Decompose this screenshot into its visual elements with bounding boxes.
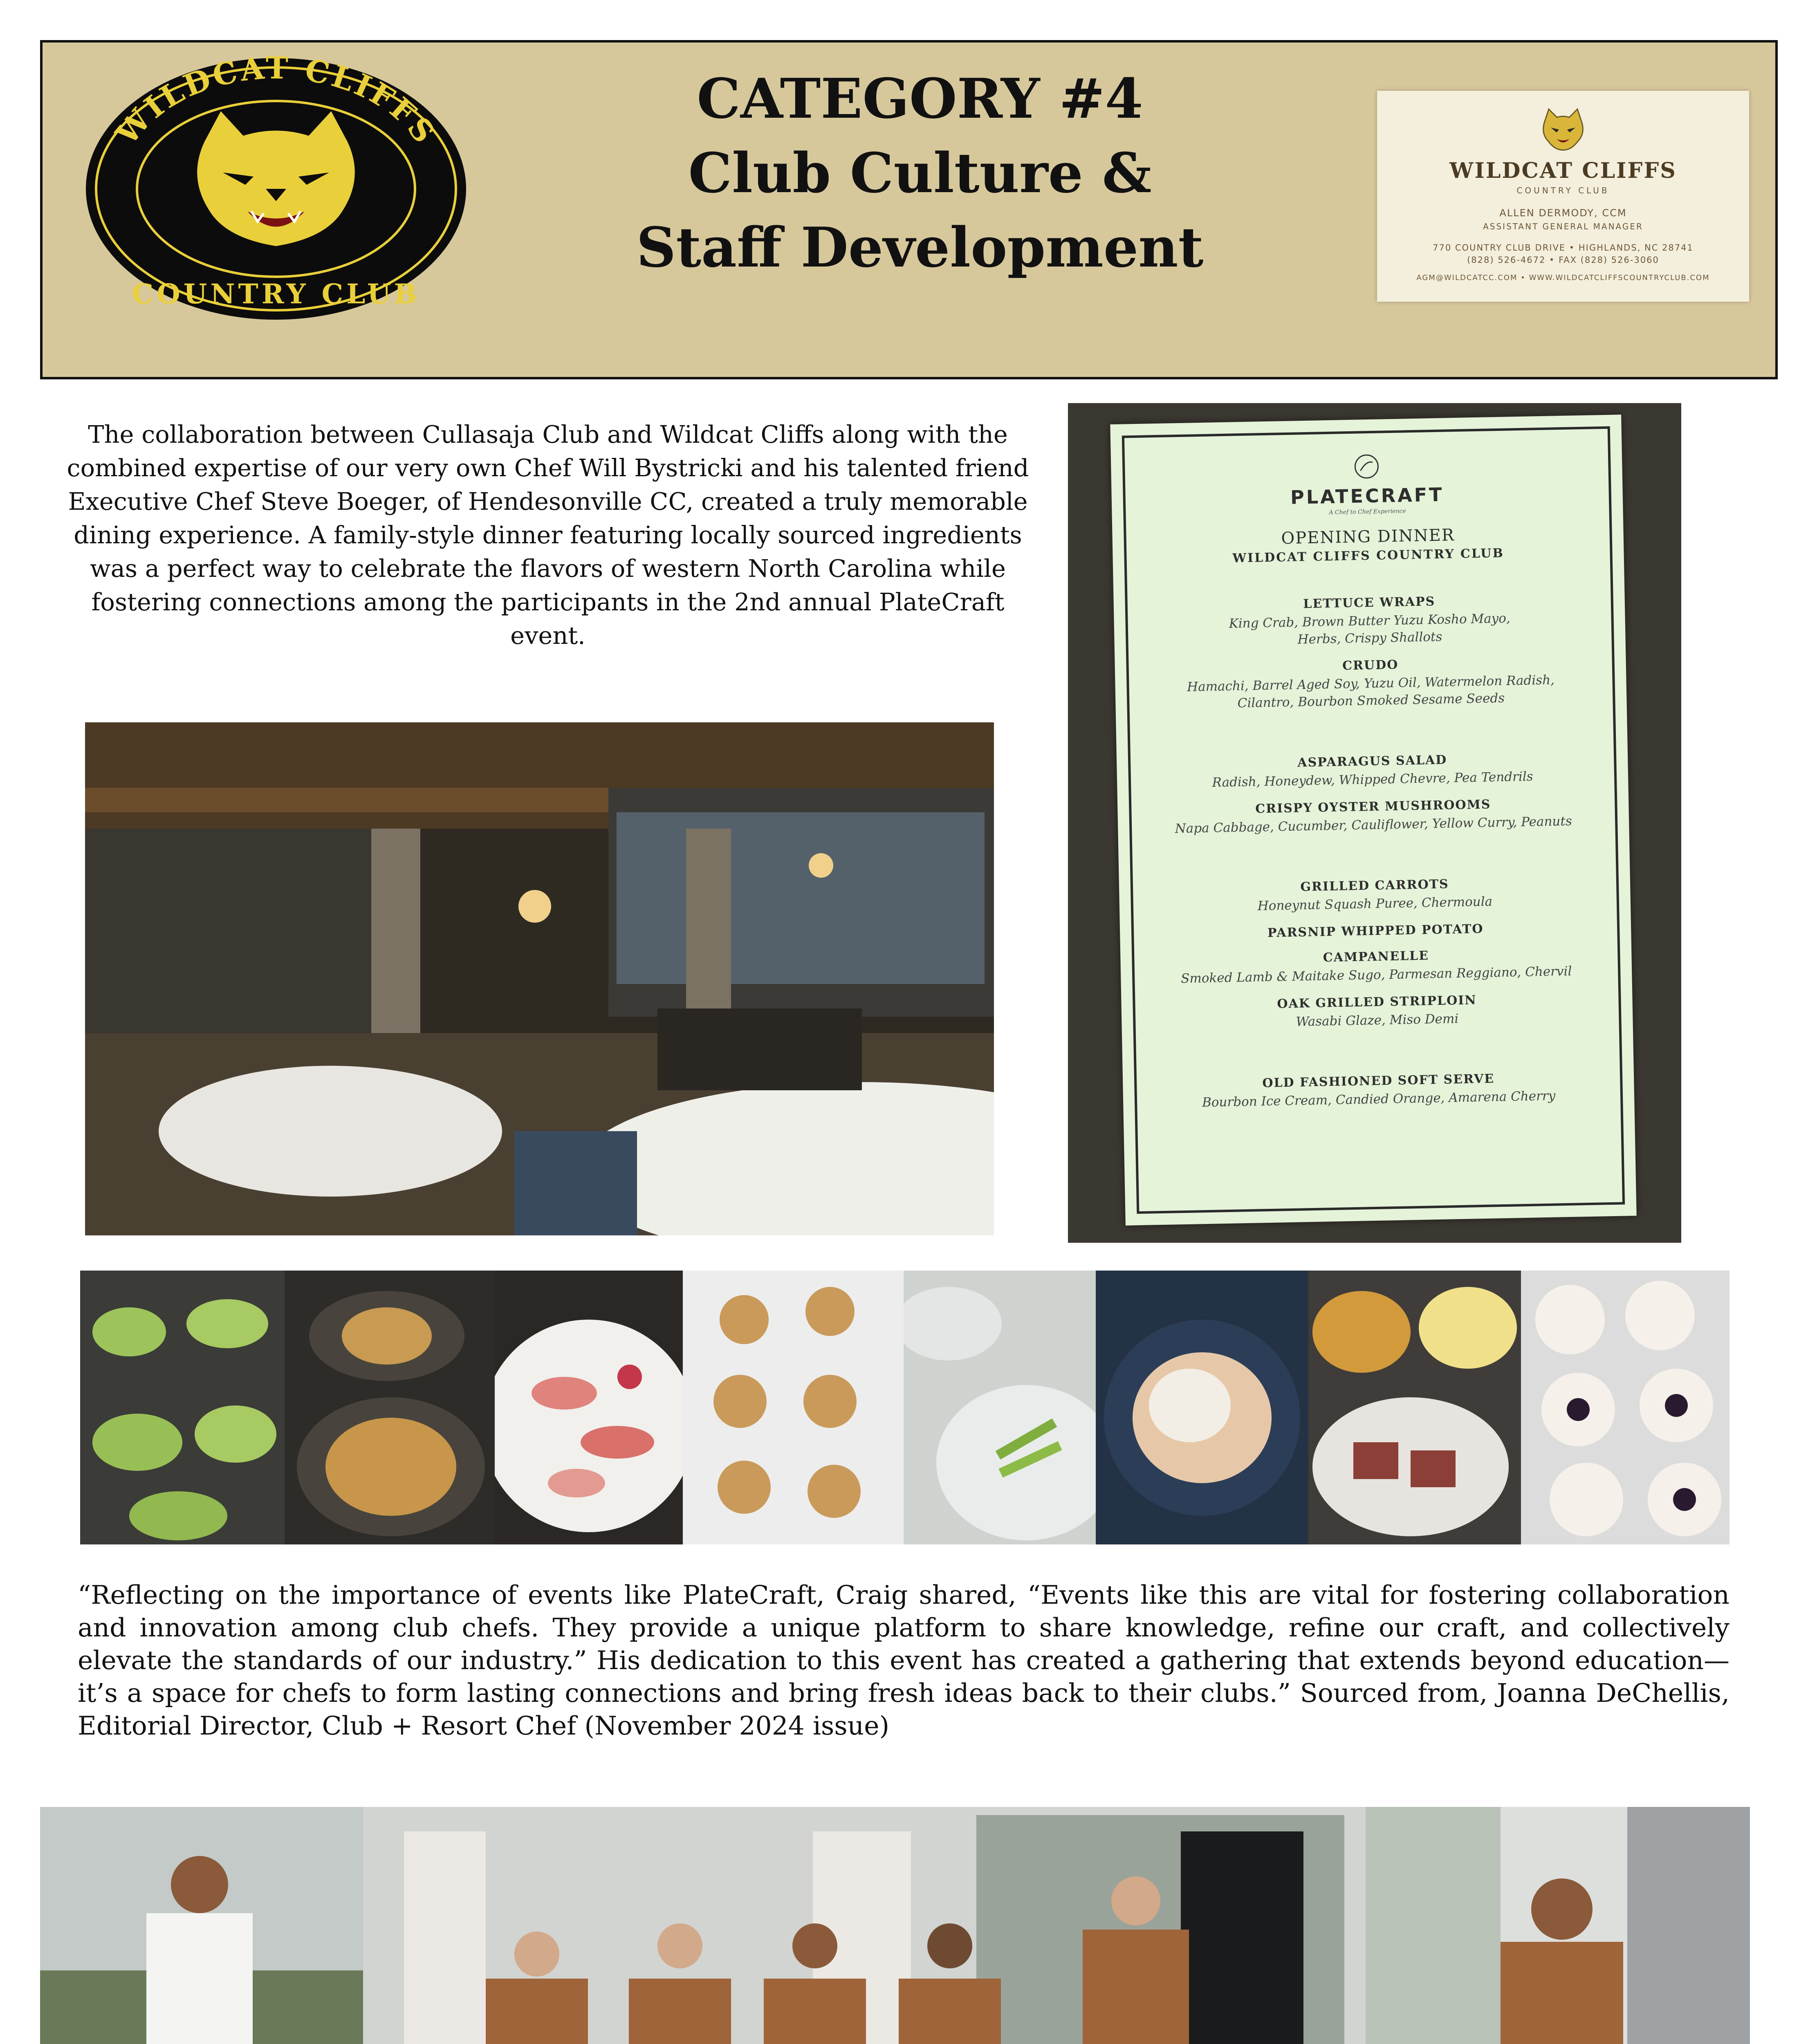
chef-speaker-photo-right: [1366, 1807, 1750, 2044]
menu-photo: [1068, 403, 1681, 1243]
course-name: CRUDO: [1342, 657, 1399, 673]
card-person-name: ALLEN DERMODY, CCM: [1499, 207, 1627, 219]
card-address: 770 COUNTRY CLUB DRIVE • HIGHLANDS, NC 28741: [1433, 243, 1694, 253]
menu-club-name: WILDCAT CLIFFS COUNTRY CLUB: [1232, 546, 1505, 566]
course-name: GRILLED CARROTS: [1300, 877, 1449, 894]
course-description: Radish, Honeydew, Whipped Chevre, Pea Tendrils: [1212, 769, 1533, 790]
food-photo-asparagus-salad: [904, 1271, 1096, 1544]
business-card: [1377, 91, 1749, 302]
food-photo-lettuce-wraps: [80, 1271, 285, 1544]
menu-course: [1138, 795, 1608, 838]
logo-bottom-text: COUNTRY CLUB: [132, 278, 420, 310]
food-photo-crispy-mushrooms: [285, 1271, 495, 1544]
logo-top-text: WILDCAT CLIFFS: [109, 54, 443, 152]
menu-card: [1110, 415, 1636, 1226]
chef-panel-photo: [363, 1807, 1366, 2044]
food-photo-soft-serve: [1521, 1271, 1729, 1544]
platecraft-icon: [1352, 452, 1381, 481]
course-name: CRISPY OYSTER MUSHROOMS: [1255, 797, 1491, 816]
course-name: CAMPANELLE: [1323, 948, 1429, 965]
card-web: AGM@WILDCATCC.COM • WWW.WILDCATCLIFFSCOUNTRYCLUB.COM: [1416, 273, 1710, 282]
card-role: ASSISTANT GENERAL MANAGER: [1483, 222, 1643, 231]
title-line-2: Staff Development: [636, 215, 1204, 280]
menu-tagline: A Chef to Chef Experience: [1329, 508, 1406, 516]
menu-course: [1134, 591, 1605, 651]
course-description: Wasabi Glaze, Miso Demi: [1296, 1011, 1459, 1029]
food-photo-campanelle: [1096, 1271, 1308, 1544]
chef-speaker-photo-left: [40, 1807, 363, 2044]
menu-course: [1140, 919, 1611, 943]
card-club-name: WILDCAT CLIFFS: [1449, 158, 1677, 183]
wildcat-icon: [1539, 107, 1588, 152]
course-name: LETTUCE WRAPS: [1303, 594, 1436, 612]
food-photo-striploin: [1308, 1271, 1521, 1544]
menu-logo: PLATECRAFT: [1290, 483, 1444, 509]
page-title: [593, 61, 1247, 285]
menu-course: [1135, 654, 1606, 714]
course-name: OAK GRILLED STRIPLOIN: [1277, 993, 1477, 1011]
course-description: Hamachi, Barrel Aged Soy, Yuzu Oil, Watermelon Radish, Cilantro, Bourbon Smoked Sesame Seeds: [1187, 672, 1555, 711]
course-description: Bourbon Ice Cream, Candied Orange, Amarena Cherry: [1202, 1088, 1556, 1110]
course-description: Napa Cabbage, Cucumber, Cauliflower, Yellow Curry, Peanuts: [1175, 814, 1572, 836]
course-description: King Crab, Brown Butter Yuzu Kosho Mayo, Herbs, Crispy Shallots: [1229, 611, 1510, 647]
dining-room-photo: [85, 722, 994, 1235]
course-description: Smoked Lamb & Maitake Sugo, Parmesan Reggiano, Chervil: [1180, 964, 1572, 986]
title-line-1: Club Culture &: [688, 141, 1152, 205]
card-phone: (828) 526-4672 • FAX (828) 526-3060: [1467, 255, 1659, 265]
card-club-subtitle: COUNTRY CLUB: [1516, 186, 1610, 195]
category-line: CATEGORY #4: [697, 66, 1143, 131]
menu-event-title: OPENING DINNER: [1281, 526, 1455, 548]
menu-course: [1137, 750, 1608, 793]
course-name: ASPARAGUS SALAD: [1297, 753, 1447, 770]
food-photo-tartlets: [683, 1271, 904, 1544]
menu-course: [1140, 874, 1610, 917]
course-name: PARSNIP WHIPPED POTATO: [1267, 921, 1484, 941]
menu-course: [1141, 945, 1611, 988]
course-description: Honeynut Squash Puree, Chermoula: [1257, 894, 1493, 914]
menu-course: [1142, 991, 1612, 1033]
quote-paragraph: “Reflecting on the importance of events like PlateCraft, Craig shared, “Events like this are vital for fostering collaboration and innovation among club chefs. They provide a unique platform to share knowledge, refine our craft, and collectively elevate the standards of our industry.” His dedication to this event has created a gathering that extends beyond education—it’s a space for chefs to form lasting connections and bring fresh ideas back to their clubs.” Sourced from, Joanna DeChellis, Editorial Director, Club + Resort Chef (November 2024 issue): [78, 1580, 1729, 1741]
food-photo-crudo: [495, 1271, 683, 1544]
course-name: OLD FASHIONED SOFT SERVE: [1262, 1071, 1495, 1091]
intro-paragraph: The collaboration between Cullasaja Club and Wildcat Cliffs along with the combined expertise of our very own Chef Will Bystricki and his talented friend Executive Chef Steve Boeger, of Hendesonville CC, created a truly memorable dining experience. A family-style dinner featuring locally sourced ingredients was a perfect way to celebrate the flavors of western North Carolina while fostering connections among the participants in the 2nd annual PlateCraft event.: [67, 420, 1029, 650]
